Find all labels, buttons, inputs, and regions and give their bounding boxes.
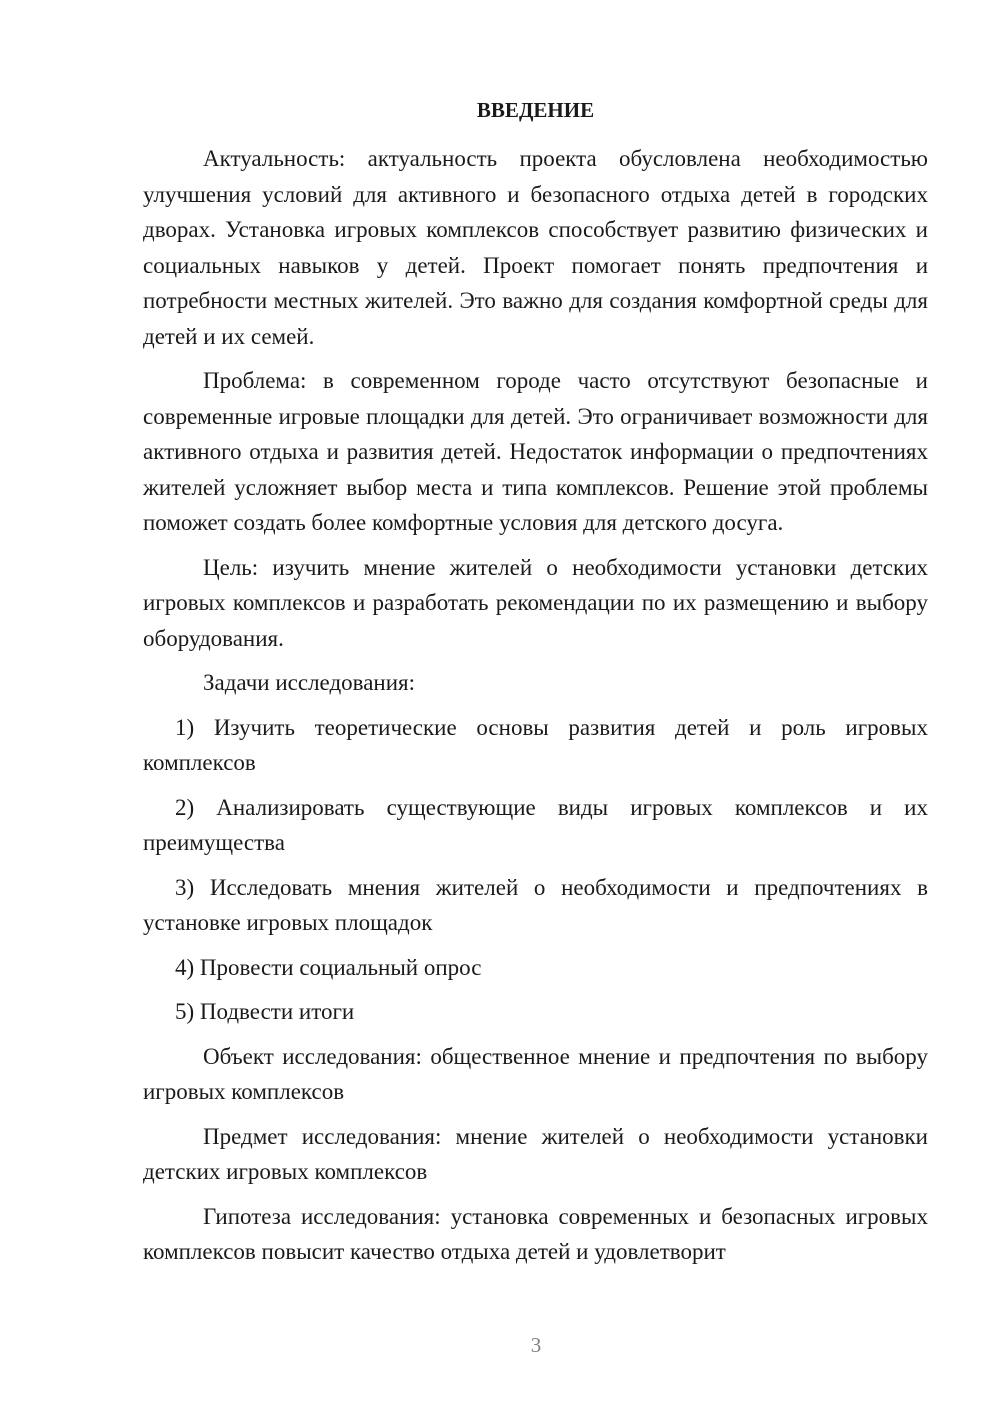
paragraph-hypothesis: Гипотеза исследования: установка современных и безопасных игровых комплексов повысит качество отдыха детей и удовлетворит [143, 1203, 928, 1264]
page-content [143, 93, 928, 1279]
paragraph-problem: Проблема: в современном городе часто отсутствуют безопасные и современные игровые площадки для детей. Это ограничивает возможности для активного отдыха и развития детей. Недостаток информации о предпочтениях жителей усложняет выбор места и типа комплексов. Решение этой проблемы поможет создать более комфортные условия для детского досуга. [143, 368, 928, 535]
task-item-2: 2) Анализировать существующие виды игровых комплексов и их преимущества [143, 794, 928, 855]
paragraph-goal: Цель: изучить мнение жителей о необходимости установки детских игровых комплексов и разработать рекомендации по их размещению и выбору оборудования. [143, 554, 928, 651]
section-title: ВВЕДЕНИЕ [476, 98, 595, 122]
page-number: 3 [530, 1333, 542, 1357]
task-item-4: 4) Провести социальный опрос [175, 954, 482, 980]
task-item-5: 5) Подвести итоги [175, 999, 355, 1024]
paragraph-tasks-heading: Задачи исследования: [203, 670, 416, 695]
task-item-1: 1) Изучить теоретические основы развития детей и роль игровых комплексов [143, 714, 928, 775]
paragraph-subject: Предмет исследования: мнение жителей о необходимости установки детских игровых комплексов [143, 1123, 928, 1184]
paragraph-object: Объект исследования: общественное мнение и предпочтения по выбору игровых комплексов [143, 1043, 928, 1104]
paragraph-relevance: Актуальность: актуальность проекта обусловлена необходимостью улучшения условий для активного и безопасного отдыха детей в городских дворах. Установка игровых комплексов способствует развитию физических и социальных навыков у детей. Проект помогает понять предпочтения и потребности местных жителей. Это важно для создания комфортной среды для детей и их семей. [143, 146, 928, 349]
task-item-3: 3) Исследовать мнения жителей о необходимости и предпочтениях в установке игровых площадок [143, 874, 928, 935]
